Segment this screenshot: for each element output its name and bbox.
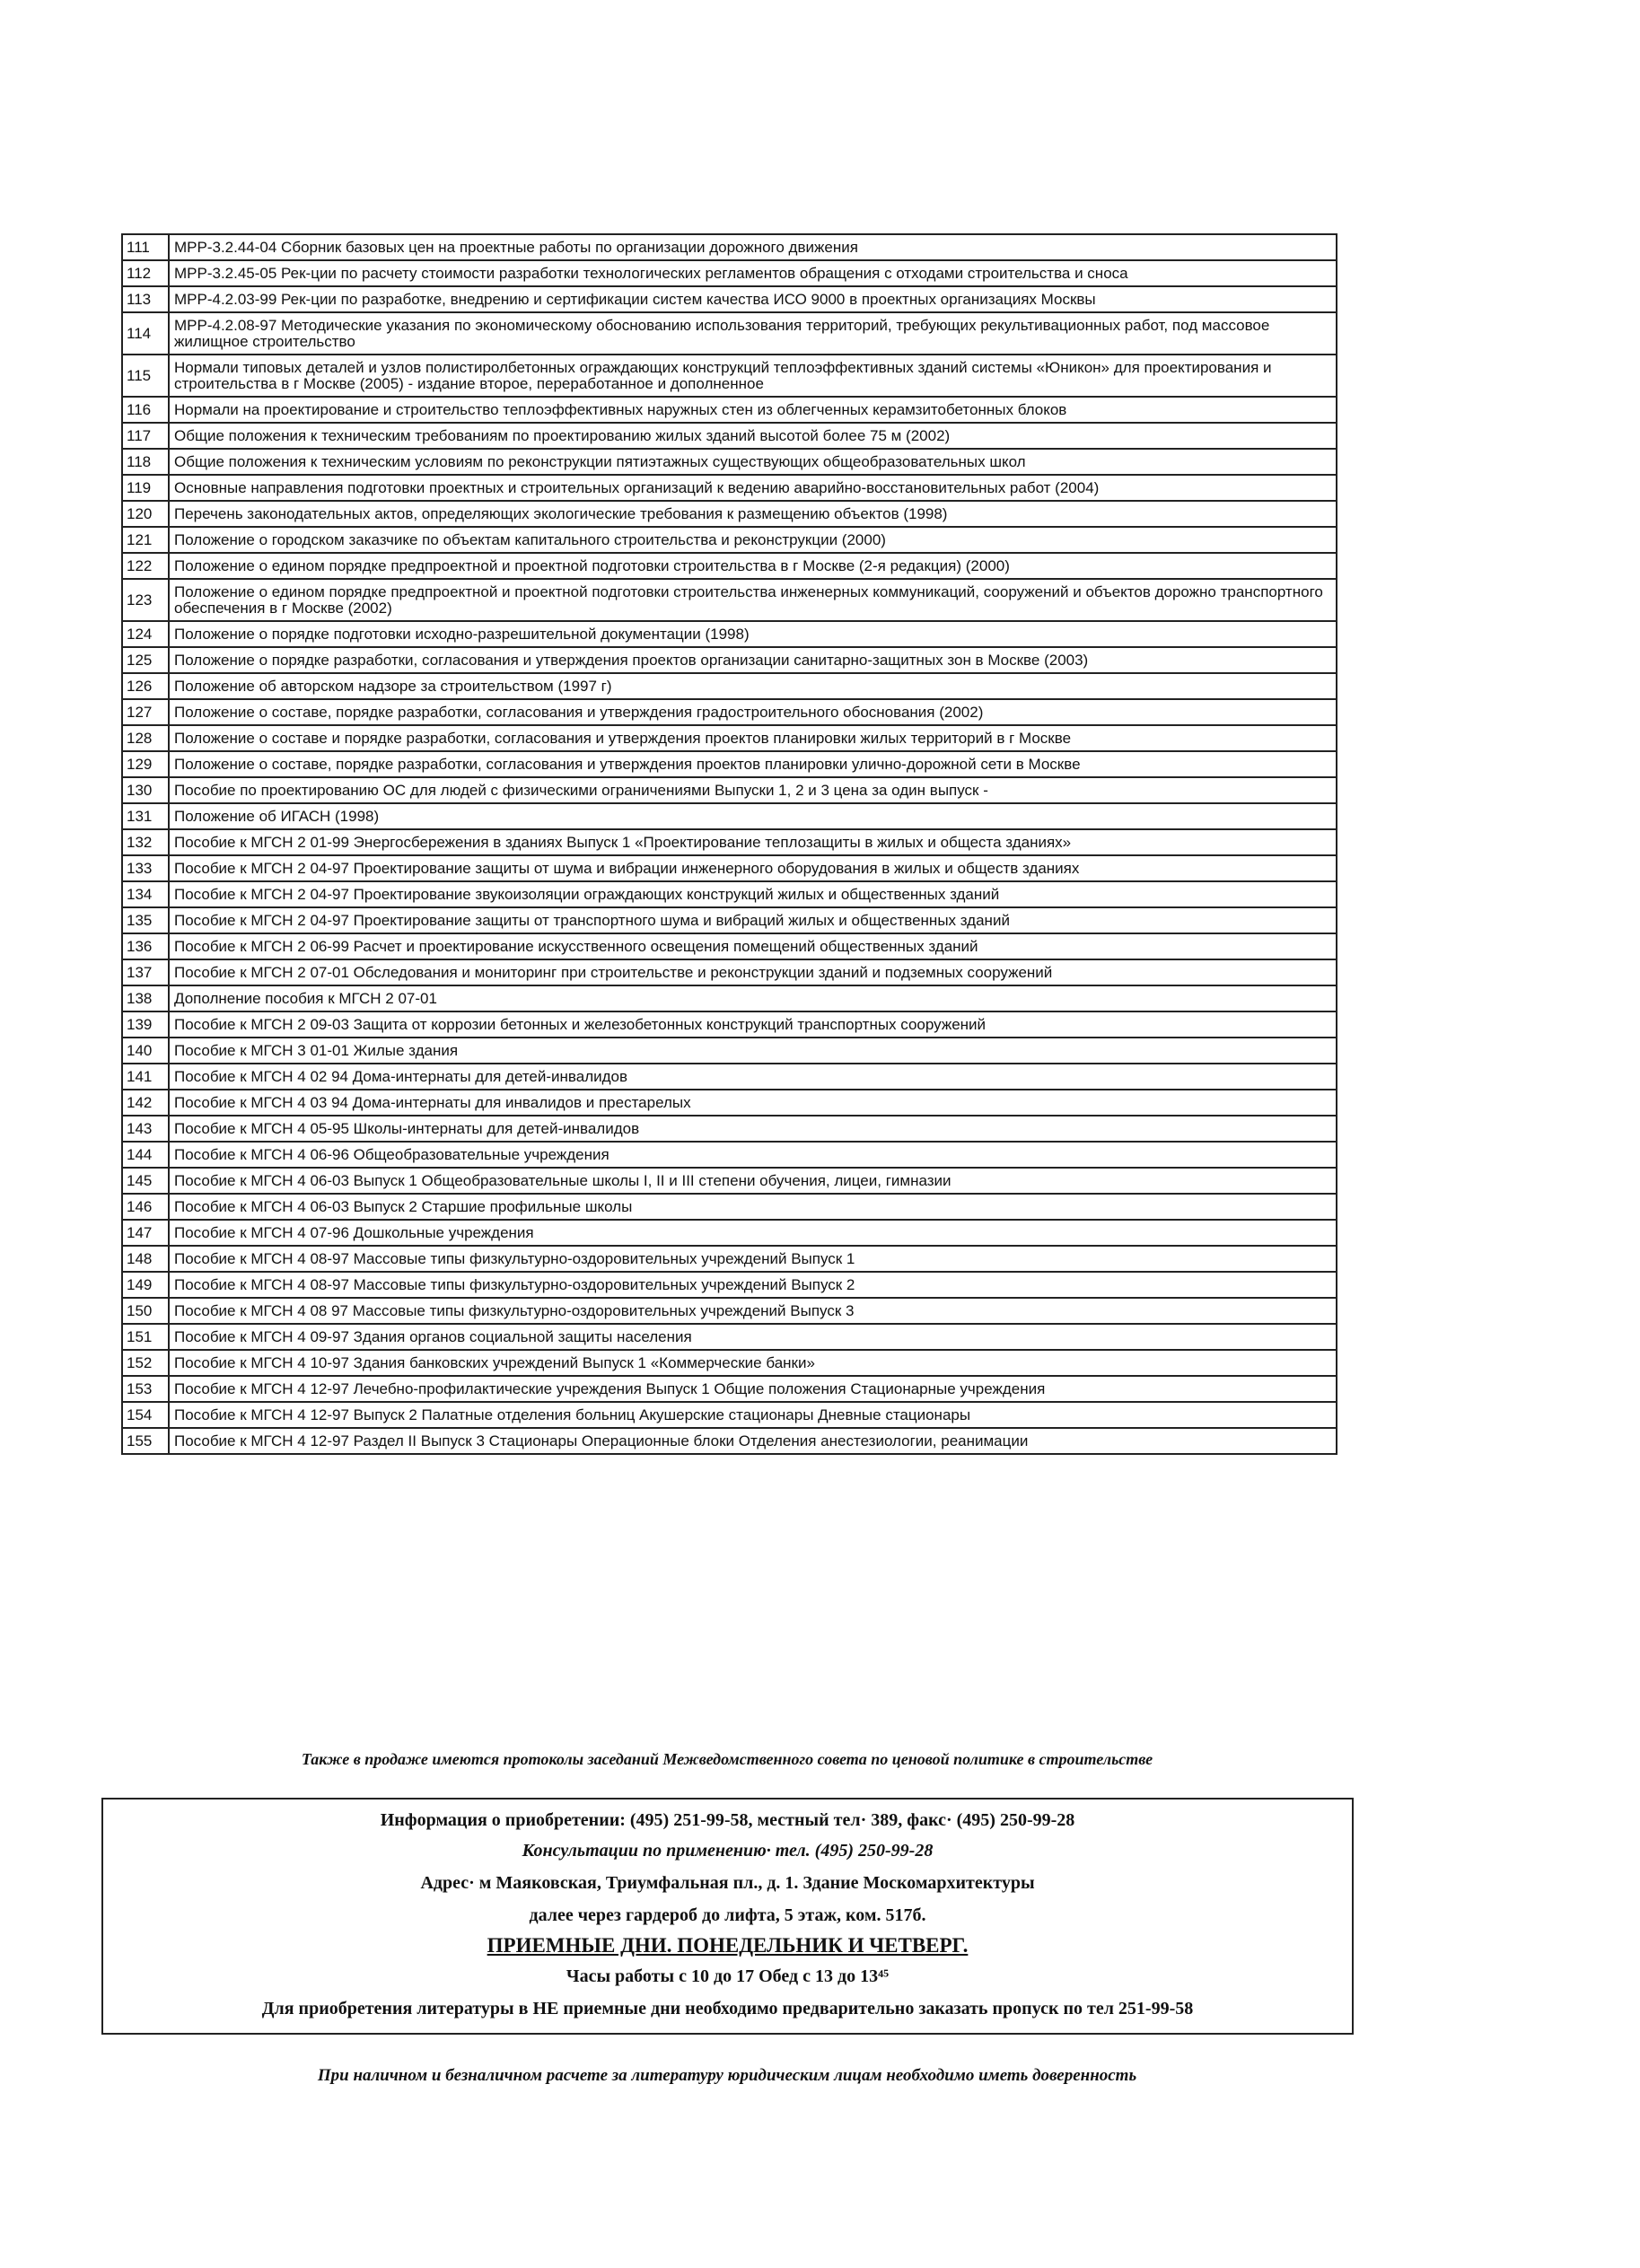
row-number: 141 [122, 1064, 169, 1090]
row-number: 117 [122, 423, 169, 449]
row-number: 140 [122, 1038, 169, 1064]
row-number: 136 [122, 933, 169, 959]
row-title: Положение о едином порядке предпроектной и проектной подготовки строительства в г Москве (2-я редакция) (2000) [169, 553, 1337, 579]
row-number: 124 [122, 621, 169, 647]
table-row [122, 1011, 1337, 1038]
row-title: Положение о едином порядке предпроектной и проектной подготовки строительства инженерных коммуникаций, сооружений и объектов дорожно транспортного обеспечения в г Москве (2002) [169, 579, 1337, 621]
row-title: Пособие к МГСН 4 06-03 Выпуск 1 Общеобразовательные школы I, II и III степени обучения, лицеи, гимназии [169, 1168, 1337, 1194]
table-row [122, 777, 1337, 803]
consultation-line: Консультации по применению· тел. (495) 250-99-28 [522, 1841, 934, 1861]
row-title: Общие положения к техническим условиям по реконструкции пятиэтажных существующих общеобразовательных школ [169, 449, 1337, 475]
table-row [122, 699, 1337, 725]
row-title: Пособие к МГСН 2 04-97 Проектирование защиты от транспортного шума и вибраций жилых и общественных зданий [169, 907, 1337, 933]
row-number: 115 [122, 355, 169, 397]
row-title: Пособие к МГСН 4 09-97 Здания органов социальной защиты населения [169, 1324, 1337, 1350]
table-row [122, 621, 1337, 647]
row-number: 144 [122, 1142, 169, 1168]
row-number: 122 [122, 553, 169, 579]
row-title: Перечень законодательных актов, определяющих экологические требования к размещению объектов (1998) [169, 501, 1337, 527]
row-title: Положение о порядке подготовки исходно-разрешительной документации (1998) [169, 621, 1337, 647]
row-number: 151 [122, 1324, 169, 1350]
row-title: Положение о порядке разработки, согласования и утверждения проектов организации санитарно-защитных зон в Москве (2003) [169, 647, 1337, 673]
row-number: 127 [122, 699, 169, 725]
literature-table [121, 233, 1337, 1455]
row-number: 116 [122, 397, 169, 423]
table-row [122, 1350, 1337, 1376]
pass-order-line: Для приобретения литературы в НЕ приемные дни необходимо предварительно заказать пропуск по тел 251-99-58 [261, 1999, 1194, 2018]
row-title: Пособие к МГСН 4 08 97 Массовые типы физкультурно-оздоровительных учреждений Выпуск 3 [169, 1298, 1337, 1324]
table-row [122, 1428, 1337, 1454]
row-title: Пособие к МГСН 4 12-97 Раздел II Выпуск 3 Стационары Операционные блоки Отделения анестезиологии, реанимации [169, 1428, 1337, 1454]
row-number: 147 [122, 1220, 169, 1246]
table-row [122, 1142, 1337, 1168]
row-number: 121 [122, 527, 169, 553]
row-title: Пособие к МГСН 4 08-97 Массовые типы физкультурно-оздоровительных учреждений Выпуск 2 [169, 1272, 1337, 1298]
row-title: Положение о составе, порядке разработки, согласования и утверждения проектов планировки улично-дорожной сети в Москве [169, 751, 1337, 777]
also-on-sale-note: Также в продаже имеются протоколы заседаний Межведомственного совета по ценовой политике в строительстве [301, 1750, 1153, 1768]
row-title: Пособие к МГСН 4 12-97 Выпуск 2 Палатные отделения больниц Акушерские стационары Дневные стационары [169, 1402, 1337, 1428]
table-row [122, 1376, 1337, 1402]
row-title: Положение о составе, порядке разработки, согласования и утверждения градостроительного обоснования (2002) [169, 699, 1337, 725]
row-number: 129 [122, 751, 169, 777]
row-number: 113 [122, 286, 169, 312]
table-row [122, 449, 1337, 475]
row-number: 120 [122, 501, 169, 527]
row-number: 138 [122, 985, 169, 1011]
row-title: Пособие по проектированию ОС для людей с физическими ограничениями Выпуски 1, 2 и 3 цена за один выпуск - [169, 777, 1337, 803]
row-number: 126 [122, 673, 169, 699]
row-number: 132 [122, 829, 169, 855]
table-row [122, 397, 1337, 423]
row-title: Пособие к МГСН 2 07-01 Обследования и мониторинг при строительстве и реконструкции зданий и подземных сооружений [169, 959, 1337, 985]
power-of-attorney-note: При наличном и безналичном расчете за литературу юридическим лицам необходимо иметь доверенность [317, 2066, 1137, 2085]
row-title: Пособие к МГСН 4 06-03 Выпуск 2 Старшие профильные школы [169, 1194, 1337, 1220]
row-number: 142 [122, 1090, 169, 1116]
table-row [122, 553, 1337, 579]
row-title: Пособие к МГСН 2 06-99 Расчет и проектирование искусственного освещения помещений общественных зданий [169, 933, 1337, 959]
table-row [122, 234, 1337, 260]
row-number: 112 [122, 260, 169, 286]
row-title: МРР-3.2.44-04 Сборник базовых цен на проектные работы по организации дорожного движения [169, 234, 1337, 260]
row-title: Пособие к МГСН 2 01-99 Энергосбережения в зданиях Выпуск 1 «Проектирование теплозащиты в жилых и общеста зданиях» [169, 829, 1337, 855]
row-title: Пособие к МГСН 2 04-97 Проектирование звукоизоляции ограждающих конструкций жилых и общественных зданий [169, 881, 1337, 907]
row-title: Положение о городском заказчике по объектам капитального строительства и реконструкции (2000) [169, 527, 1337, 553]
row-title: Положение о составе и порядке разработки, согласования и утверждения проектов планировки жилых территорий в г Москве [169, 725, 1337, 751]
table-row [122, 751, 1337, 777]
table-row [122, 803, 1337, 829]
row-title: Пособие к МГСН 4 05-95 Школы-интернаты для детей-инвалидов [169, 1116, 1337, 1142]
row-number: 123 [122, 579, 169, 621]
row-title: Пособие к МГСН 2 04-97 Проектирование защиты от шума и вибрации инженерного оборудования в жилых и обществ зданиях [169, 855, 1337, 881]
row-title: Положение об авторском надзоре за строительством (1997 г) [169, 673, 1337, 699]
table-row [122, 1324, 1337, 1350]
row-number: 135 [122, 907, 169, 933]
table-row [122, 312, 1337, 355]
row-number: 148 [122, 1246, 169, 1272]
row-number: 143 [122, 1116, 169, 1142]
table-row [122, 423, 1337, 449]
row-number: 134 [122, 881, 169, 907]
table-row [122, 1298, 1337, 1324]
row-number: 149 [122, 1272, 169, 1298]
row-title: МРР-4.2.03-99 Рек-ции по разработке, внедрению и сертификации систем качества ИСО 9000 в проектных организациях Москвы [169, 286, 1337, 312]
working-hours-line: Часы работы с 10 до 17 Обед с 13 до 13⁴⁵ [566, 1966, 890, 1986]
address-line: Адрес· м Маяковская, Триумфальная пл., д. 1. Здание Москомархитектуры [420, 1873, 1035, 1893]
row-number: 153 [122, 1376, 169, 1402]
table-row [122, 1246, 1337, 1272]
table-row [122, 725, 1337, 751]
row-number: 131 [122, 803, 169, 829]
table-row [122, 1220, 1337, 1246]
table-row [122, 855, 1337, 881]
table-row [122, 1116, 1337, 1142]
table-row [122, 260, 1337, 286]
row-number: 146 [122, 1194, 169, 1220]
row-title: Пособие к МГСН 4 02 94 Дома-интернаты для детей-инвалидов [169, 1064, 1337, 1090]
table-row [122, 985, 1337, 1011]
row-number: 155 [122, 1428, 169, 1454]
row-title: Положение об ИГАСН (1998) [169, 803, 1337, 829]
row-number: 128 [122, 725, 169, 751]
row-title: Пособие к МГСН 2 09-03 Защита от коррозии бетонных и железобетонных конструкций транспортных сооружений [169, 1011, 1337, 1038]
table-row [122, 829, 1337, 855]
row-number: 152 [122, 1350, 169, 1376]
table-row [122, 475, 1337, 501]
row-title: Пособие к МГСН 3 01-01 Жилые здания [169, 1038, 1337, 1064]
table-row [122, 579, 1337, 621]
table-row [122, 933, 1337, 959]
table-row [122, 355, 1337, 397]
row-title: Пособие к МГСН 4 06-96 Общеобразовательные учреждения [169, 1142, 1337, 1168]
table-row [122, 647, 1337, 673]
row-number: 130 [122, 777, 169, 803]
row-number: 111 [122, 234, 169, 260]
row-number: 119 [122, 475, 169, 501]
purchase-info-box [101, 1798, 1354, 2035]
row-title: Пособие к МГСН 4 07-96 Дошкольные учреждения [169, 1220, 1337, 1246]
table-row [122, 1402, 1337, 1428]
row-title: Пособие к МГСН 4 10-97 Здания банковских учреждений Выпуск 1 «Коммерческие банки» [169, 1350, 1337, 1376]
table-row [122, 1272, 1337, 1298]
row-title: Пособие к МГСН 4 03 94 Дома-интернаты для инвалидов и престарелых [169, 1090, 1337, 1116]
table-row [122, 959, 1337, 985]
row-number: 137 [122, 959, 169, 985]
table-row [122, 286, 1337, 312]
table-row [122, 1038, 1337, 1064]
directions-line: далее через гардероб до лифта, 5 этаж, ком. 517б. [529, 1905, 926, 1925]
table-row [122, 1168, 1337, 1194]
row-title: Пособие к МГСН 4 12-97 Лечебно-профилактические учреждения Выпуск 1 Общие положения Стационарные учреждения [169, 1376, 1337, 1402]
table-row [122, 527, 1337, 553]
row-number: 118 [122, 449, 169, 475]
table-row [122, 881, 1337, 907]
row-title: Основные направления подготовки проектных и строительных организаций к ведению аварийно-восстановительных работ (2004) [169, 475, 1337, 501]
table-row [122, 907, 1337, 933]
reception-days-line: ПРИЕМНЫЕ ДНИ. ПОНЕДЕЛЬНИК И ЧЕТВЕРГ. [487, 1934, 969, 1957]
row-title: МРР-4.2.08-97 Методические указания по экономическому обоснованию использования территорий, требующих рекультивационных работ, под массовое жилищное строительство [169, 312, 1337, 355]
row-number: 150 [122, 1298, 169, 1324]
table-row [122, 1064, 1337, 1090]
row-number: 133 [122, 855, 169, 881]
row-number: 114 [122, 312, 169, 355]
row-title: Нормали на проектирование и строительство теплоэффективных наружных стен из облегченных керамзитобетонных блоков [169, 397, 1337, 423]
row-title: Общие положения к техническим требованиям по проектированию жилых зданий высотой более 75 м (2002) [169, 423, 1337, 449]
row-title: МРР-3.2.45-05 Рек-ции по расчету стоимости разработки технологических регламентов обращения с отходами строительства и сноса [169, 260, 1337, 286]
row-number: 145 [122, 1168, 169, 1194]
table-row [122, 1090, 1337, 1116]
row-number: 125 [122, 647, 169, 673]
row-title: Нормали типовых деталей и узлов полистиролбетонных ограждающих конструкций теплоэффективных зданий системы «Юникон» для проектирования и строительства в г Москве (2005) - издание второе, переработанное и дополненное [169, 355, 1337, 397]
purchase-phone-line: Информация о приобретении: (495) 251-99-58, местный тел· 389, факс· (495) 250-99-28 [380, 1810, 1075, 1830]
row-title: Пособие к МГСН 4 08-97 Массовые типы физкультурно-оздоровительных учреждений Выпуск 1 [169, 1246, 1337, 1272]
table-row [122, 1194, 1337, 1220]
table-row [122, 673, 1337, 699]
row-number: 139 [122, 1011, 169, 1038]
row-title: Дополнение пособия к МГСН 2 07-01 [169, 985, 1337, 1011]
table-row [122, 501, 1337, 527]
row-number: 154 [122, 1402, 169, 1428]
